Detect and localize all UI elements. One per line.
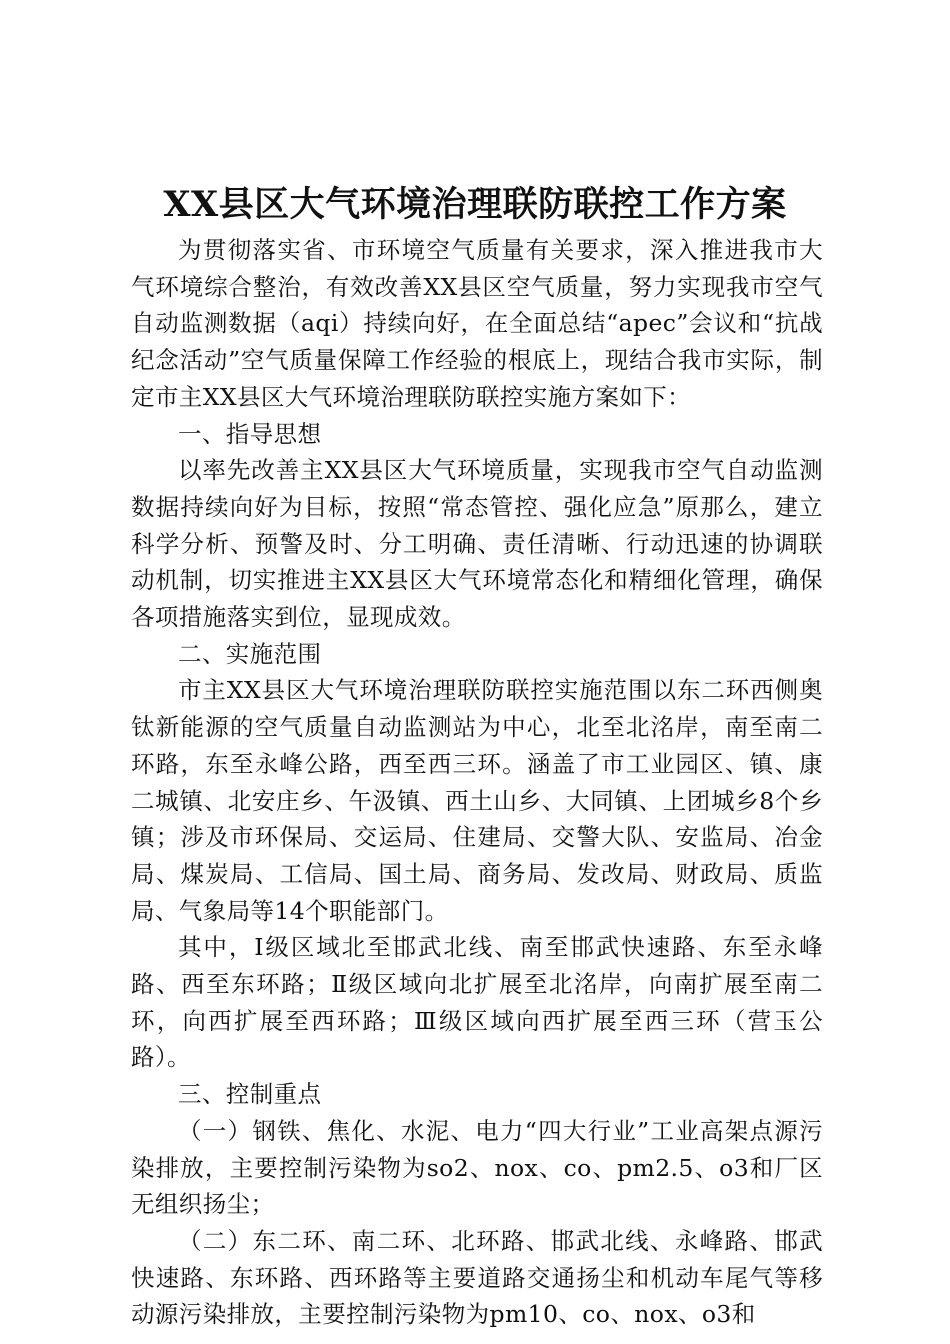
document-body: [131, 232, 823, 1333]
guiding-ideology-paragraph: 以率先改善主XX县区大气环境质量，实现我市空气自动监测数据持续向好为目标，按照“常态管控、强化应急”原那么，建立科学分析、预警及时、分工明确、责任清晰、行动迅速的协调联动机制，切实推进主XX县区大气环境常态化和精细化管理，确保各项措施落实到位，显现成效。: [131, 456, 823, 632]
scope-levels-paragraph: 其中，Ⅰ级区域北至邯武北线、南至邯武快速路、东至永峰路、西至东环路；Ⅱ级区域向北扩展至北洺岸，向南扩展至南二环，向西扩展至西环路；Ⅲ级区域向西扩展至西三环（营玉公路）。: [131, 933, 823, 1072]
document-title: XX县区大气环境治理联防联控工作方案: [163, 184, 787, 225]
scope-paragraph: 市主XX县区大气环境治理联防联控实施范围以东二环西侧奥钛新能源的空气质量自动监测站为中心，北至北洺岸，南至南二环路，东至永峰公路，西至西三环。涵盖了市工业园区、镇、康二城镇、北安庄乡、午汲镇、西土山乡、大同镇、上团城乡8个乡镇；涉及市环保局、交运局、住建局、交警大队、安监局、冶金局、煤炭局、工信局、国土局、商务局、发改局、财政局、质监局、气象局等14个职能部门。: [131, 676, 823, 925]
intro-paragraph: 为贯彻落实省、市环境空气质量有关要求，深入推进我市大气环境综合整治，有效改善XX县区空气质量，努力实现我市空气自动监测数据（aqi）持续向好，在全面总结“apec”会议和“抗战纪念活动”空气质量保障工作经验的根底上，现结合我市实际，制定市主XX县区大气环境治理联防联控实施方案如下：: [131, 236, 823, 411]
section-heading-scope: 二、实施范围: [178, 639, 322, 668]
control-focus-item-1: （一）钢铁、焦化、水泥、电力“四大行业”工业高架点源污染排放，主要控制污染物为so2、nox、co、pm2.5、o3和厂区无组织扬尘；: [131, 1116, 823, 1219]
control-focus-item-2: （二）东二环、南二环、北环路、邯武北线、永峰路、邯武快速路、东环路、西环路等主要道路交通扬尘和机动车尾气等移动源污染排放，主要控制污染物为pm10、co、nox、o3和: [131, 1226, 823, 1329]
section-heading-control-focus: 三、控制重点: [178, 1080, 322, 1109]
section-heading-guiding-ideology: 一、指导思想: [178, 419, 322, 448]
